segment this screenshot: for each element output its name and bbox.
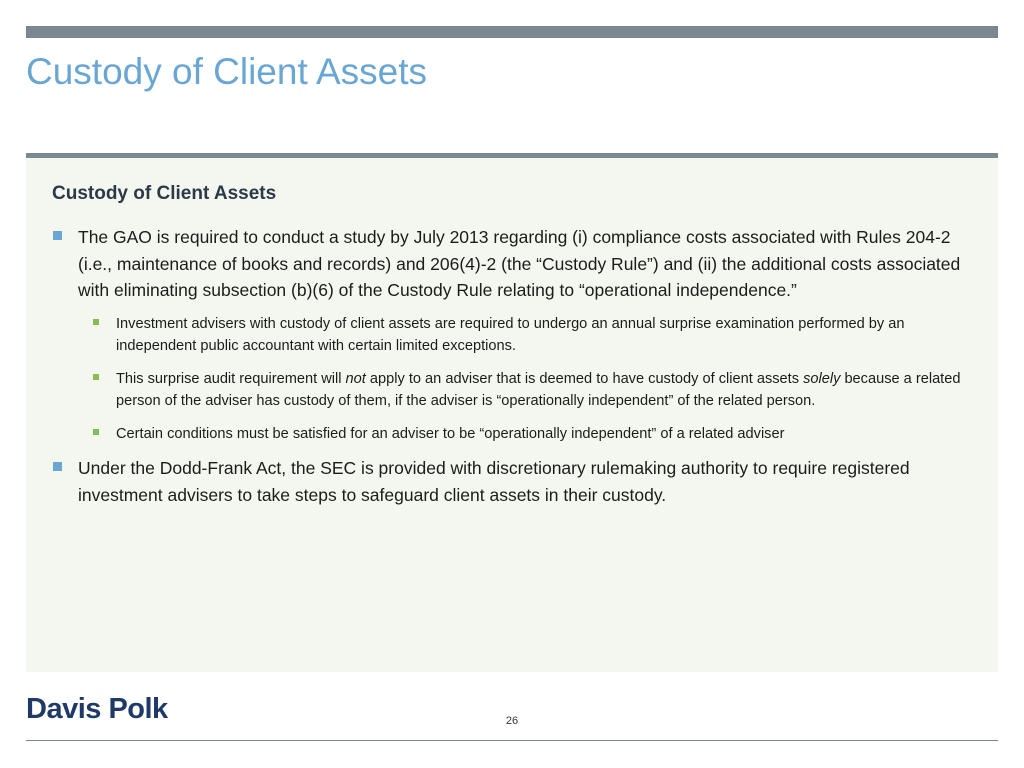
sub-bullet-item: [78, 423, 972, 446]
bullet-list: [52, 224, 972, 516]
slide-title: Custody of Client Assets: [26, 51, 428, 92]
square-bullet-icon: [53, 231, 62, 240]
square-sub-bullet-icon: [93, 319, 99, 325]
footer-rule: [26, 740, 998, 741]
content-panel: [26, 158, 998, 672]
bullet-text: The GAO is required to conduct a study by July 2013 regarding (i) compliance costs associated with Rules 204-2 (i.e., maintenance of books and records) and 206(4)-2 (the “Custody Rule”) and (ii) the additional costs associated with eliminating subsection (b)(6) of the Custody Rule relating to “operational independence.”: [78, 227, 961, 300]
top-divider-bar: [26, 26, 998, 38]
page-number: 26: [505, 715, 519, 727]
sub-bullet-item: [78, 313, 972, 358]
sub-bullet-text: Certain conditions must be satisfied for an adviser to be “operationally independent” of a related adviser: [116, 425, 785, 442]
section-heading: Custody of Client Assets: [52, 183, 277, 204]
bullet-text: Under the Dodd-Frank Act, the SEC is provided with discretionary rulemaking authority to require registered investment advisers to take steps to safeguard client assets in their custody.: [78, 458, 910, 505]
davis-polk-logo: [6, 676, 194, 738]
bullet-item: [52, 455, 972, 508]
bullet-item: [52, 224, 972, 445]
sub-bullet-text-end: because a related person of the adviser has custody of them, if the adviser is “operationally independent” of the related person.: [116, 370, 961, 409]
sub-bullet-text-start: This surprise audit requirement will: [116, 370, 346, 387]
sub-bullet-item: [78, 368, 972, 413]
square-bullet-icon: [53, 462, 62, 471]
sub-bullet-list: [78, 313, 972, 446]
sub-bullet-text-middle: apply to an adviser that is deemed to have custody of client assets: [365, 370, 804, 387]
logo-text: Davis Polk: [26, 693, 168, 725]
sub-bullet-text: Investment advisers with custody of client assets are required to undergo an annual surprise examination performed by an independent public accountant with certain limited exceptions.: [116, 315, 905, 354]
emphasis-solely: solely: [803, 370, 841, 387]
square-sub-bullet-icon: [93, 429, 99, 435]
emphasis-not: not: [345, 370, 366, 387]
square-sub-bullet-icon: [93, 374, 99, 380]
